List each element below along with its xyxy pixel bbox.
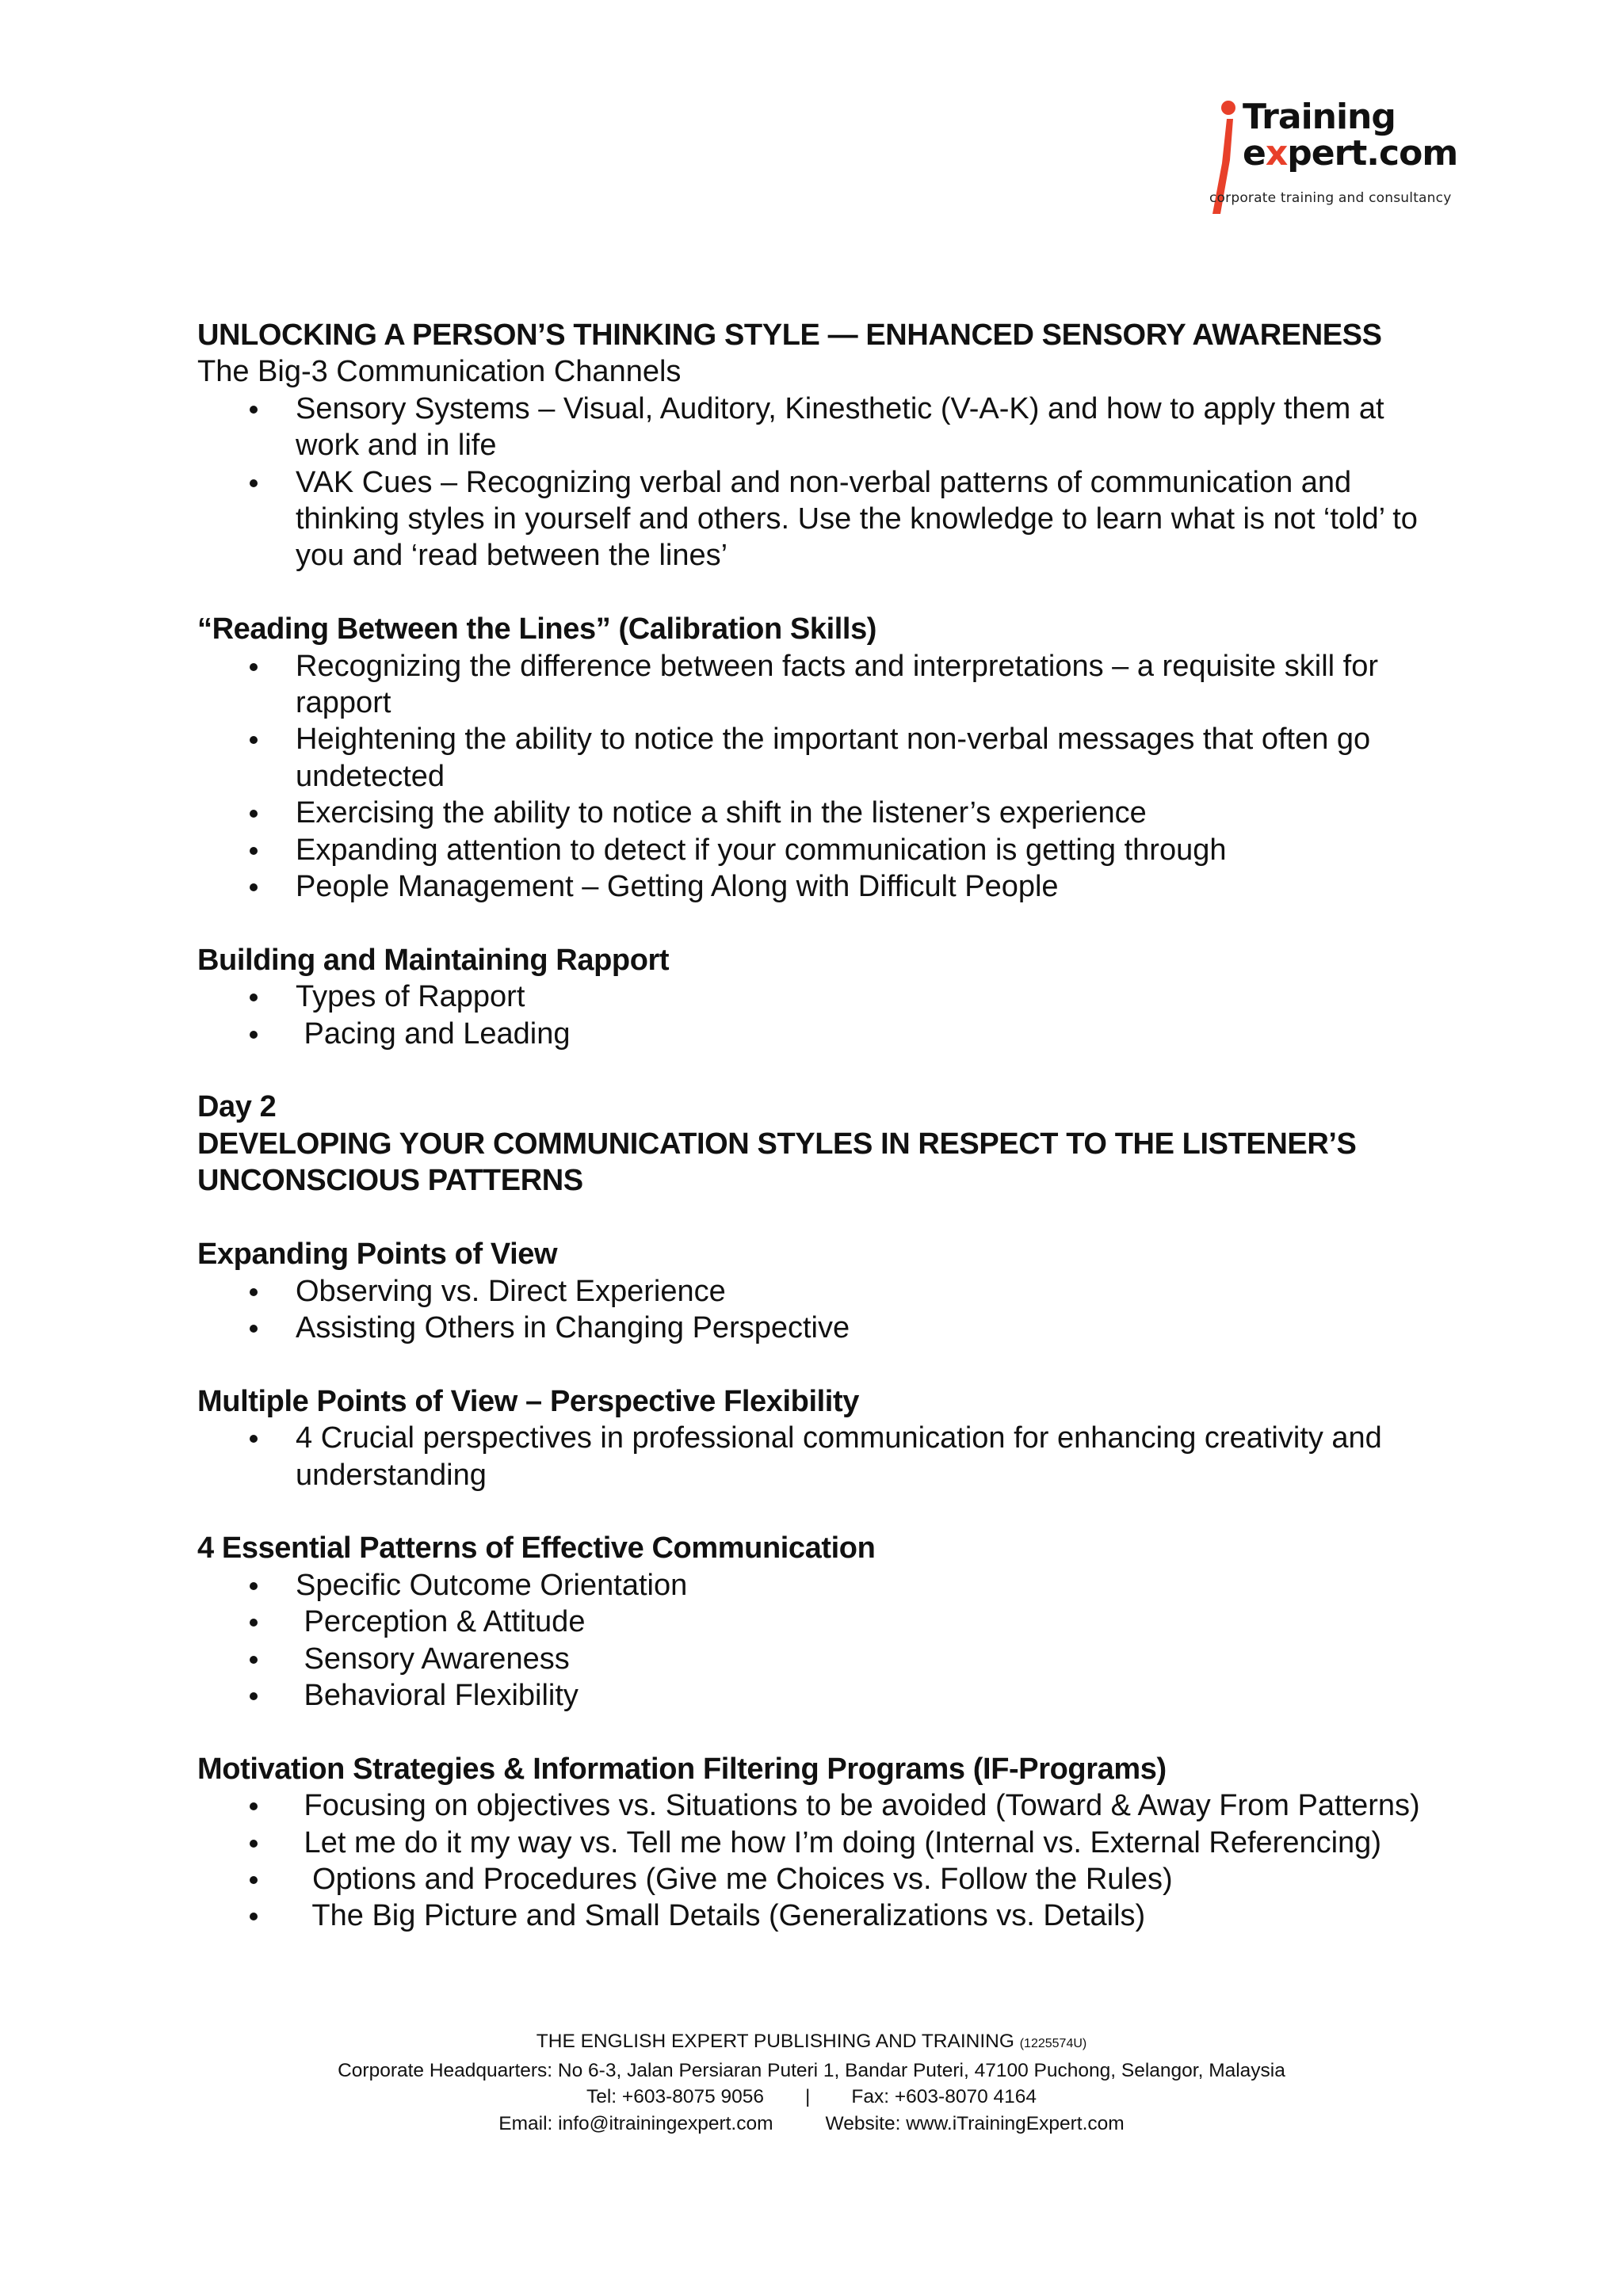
footer-separator: | bbox=[805, 2086, 811, 2107]
bullet-icon bbox=[250, 847, 258, 855]
bullet-icon bbox=[250, 1840, 258, 1848]
list-item: Let me do it my way vs. Tell me how I’m doing (Internal vs. External Referencing) bbox=[197, 1825, 1434, 1861]
bullet-icon bbox=[250, 1692, 258, 1700]
list-item: Sensory Awareness bbox=[197, 1641, 1434, 1677]
footer-phone-line bbox=[0, 2084, 1623, 2111]
bullet-icon bbox=[250, 479, 258, 487]
bullet-list bbox=[197, 1420, 1434, 1493]
list-item: Focusing on objectives vs. Situations to be avoided (Toward & Away From Patterns) bbox=[197, 1787, 1434, 1824]
footer-fax: Fax: +603-8070 4164 bbox=[851, 2086, 1037, 2107]
day-label: Day 2 bbox=[197, 1090, 277, 1124]
list-item: Options and Procedures (Give me Choices vs. Follow the Rules) bbox=[197, 1861, 1434, 1897]
bullet-icon bbox=[250, 1913, 258, 1920]
section-heading: Expanding Points of View bbox=[197, 1238, 558, 1272]
bullet-list bbox=[197, 648, 1434, 906]
bullet-list bbox=[197, 1273, 1434, 1347]
section-subheading: The Big-3 Communication Channels bbox=[197, 355, 682, 389]
footer-address: Corporate Headquarters: No 6-3, Jalan Persiaran Puteri 1, Bandar Puteri, 47100 Puchong, Selangor, Malaysia bbox=[338, 2059, 1285, 2081]
section-heading: Building and Maintaining Rapport bbox=[197, 943, 670, 977]
footer-company-line bbox=[0, 2028, 1623, 2058]
bullet-icon bbox=[250, 1582, 258, 1590]
footer-email[interactable]: Email: info@itrainingexpert.com bbox=[498, 2112, 773, 2134]
list-item: Exercising the ability to notice a shift in the listener’s experience bbox=[197, 795, 1434, 831]
bullet-icon bbox=[250, 1325, 258, 1333]
section-heading: “Reading Between the Lines” (Calibration Skills) bbox=[197, 612, 877, 646]
logo-word-expert: expert.com bbox=[1243, 133, 1458, 174]
bullet-list bbox=[197, 1787, 1434, 1935]
bullet-list bbox=[197, 1567, 1434, 1714]
list-item: 4 Crucial perspectives in professional communication for enhancing creativity and understanding bbox=[197, 1420, 1434, 1493]
list-item: Pacing and Leading bbox=[197, 1016, 1434, 1052]
bullet-list bbox=[197, 978, 1434, 1052]
bullet-icon bbox=[250, 1031, 258, 1039]
bullet-icon bbox=[250, 1802, 258, 1810]
page-footer bbox=[0, 2028, 1623, 2137]
list-item: VAK Cues – Recognizing verbal and non-verbal patterns of communication and thinking styles in yourself and others. Use the knowledge to learn what is not ‘told’ to you and ‘read between the lines’ bbox=[197, 464, 1434, 574]
list-item: Recognizing the difference between facts and interpretations – a requisite skill for rapport bbox=[197, 648, 1434, 722]
list-item: Specific Outcome Orientation bbox=[197, 1567, 1434, 1604]
bullet-icon bbox=[250, 994, 258, 1001]
list-item: People Management – Getting Along with Difficult People bbox=[197, 868, 1434, 905]
bullet-list bbox=[197, 391, 1434, 574]
bullet-icon bbox=[250, 810, 258, 818]
bullet-icon bbox=[250, 1656, 258, 1664]
list-item: Perception & Attitude bbox=[197, 1604, 1434, 1640]
list-item: Assisting Others in Changing Perspective bbox=[197, 1310, 1434, 1346]
bullet-icon bbox=[250, 883, 258, 891]
footer-contact-line bbox=[0, 2111, 1623, 2138]
list-item: Expanding attention to detect if your communication is getting through bbox=[197, 832, 1434, 868]
footer-tel: Tel: +603-8075 9056 bbox=[586, 2086, 765, 2107]
bullet-icon bbox=[250, 1876, 258, 1884]
list-item: Heightening the ability to notice the important non-verbal messages that often go undetected bbox=[197, 721, 1434, 795]
bullet-icon bbox=[250, 1288, 258, 1296]
company-logo bbox=[1209, 93, 1458, 212]
course-outline bbox=[197, 317, 1434, 1935]
list-item: Observing vs. Direct Experience bbox=[197, 1273, 1434, 1310]
bullet-icon bbox=[250, 663, 258, 671]
logo-tagline: corporate training and consultancy bbox=[1209, 190, 1452, 206]
bullet-icon bbox=[250, 1435, 258, 1443]
list-item: The Big Picture and Small Details (Generalizations vs. Details) bbox=[197, 1897, 1434, 1934]
logo-word-training: Training bbox=[1243, 97, 1396, 137]
bullet-icon bbox=[250, 736, 258, 744]
section-heading: 4 Essential Patterns of Effective Communication bbox=[197, 1531, 876, 1566]
footer-reg-no: (1225574U) bbox=[1019, 2037, 1087, 2050]
list-item: Types of Rapport bbox=[197, 978, 1434, 1015]
section-heading: UNLOCKING A PERSON’S THINKING STYLE — ENHANCED SENSORY AWARENESS bbox=[197, 318, 1382, 352]
list-item: Sensory Systems – Visual, Auditory, Kinesthetic (V-A-K) and how to apply them at work and in life bbox=[197, 391, 1434, 464]
section-heading: Motivation Strategies & Information Filtering Programs (IF-Programs) bbox=[197, 1752, 1167, 1786]
list-item: Behavioral Flexibility bbox=[197, 1677, 1434, 1714]
footer-company: THE ENGLISH EXPERT PUBLISHING AND TRAINING bbox=[536, 2031, 1014, 2052]
section-heading: Multiple Points of View – Perspective Flexibility bbox=[197, 1384, 859, 1418]
bullet-icon bbox=[250, 406, 258, 414]
day-heading: DEVELOPING YOUR COMMUNICATION STYLES IN RESPECT TO THE LISTENER’S UNCONSCIOUS PATTERNS bbox=[197, 1127, 1357, 1198]
footer-website[interactable]: Website: www.iTrainingExpert.com bbox=[825, 2112, 1125, 2134]
bullet-icon bbox=[250, 1619, 258, 1627]
